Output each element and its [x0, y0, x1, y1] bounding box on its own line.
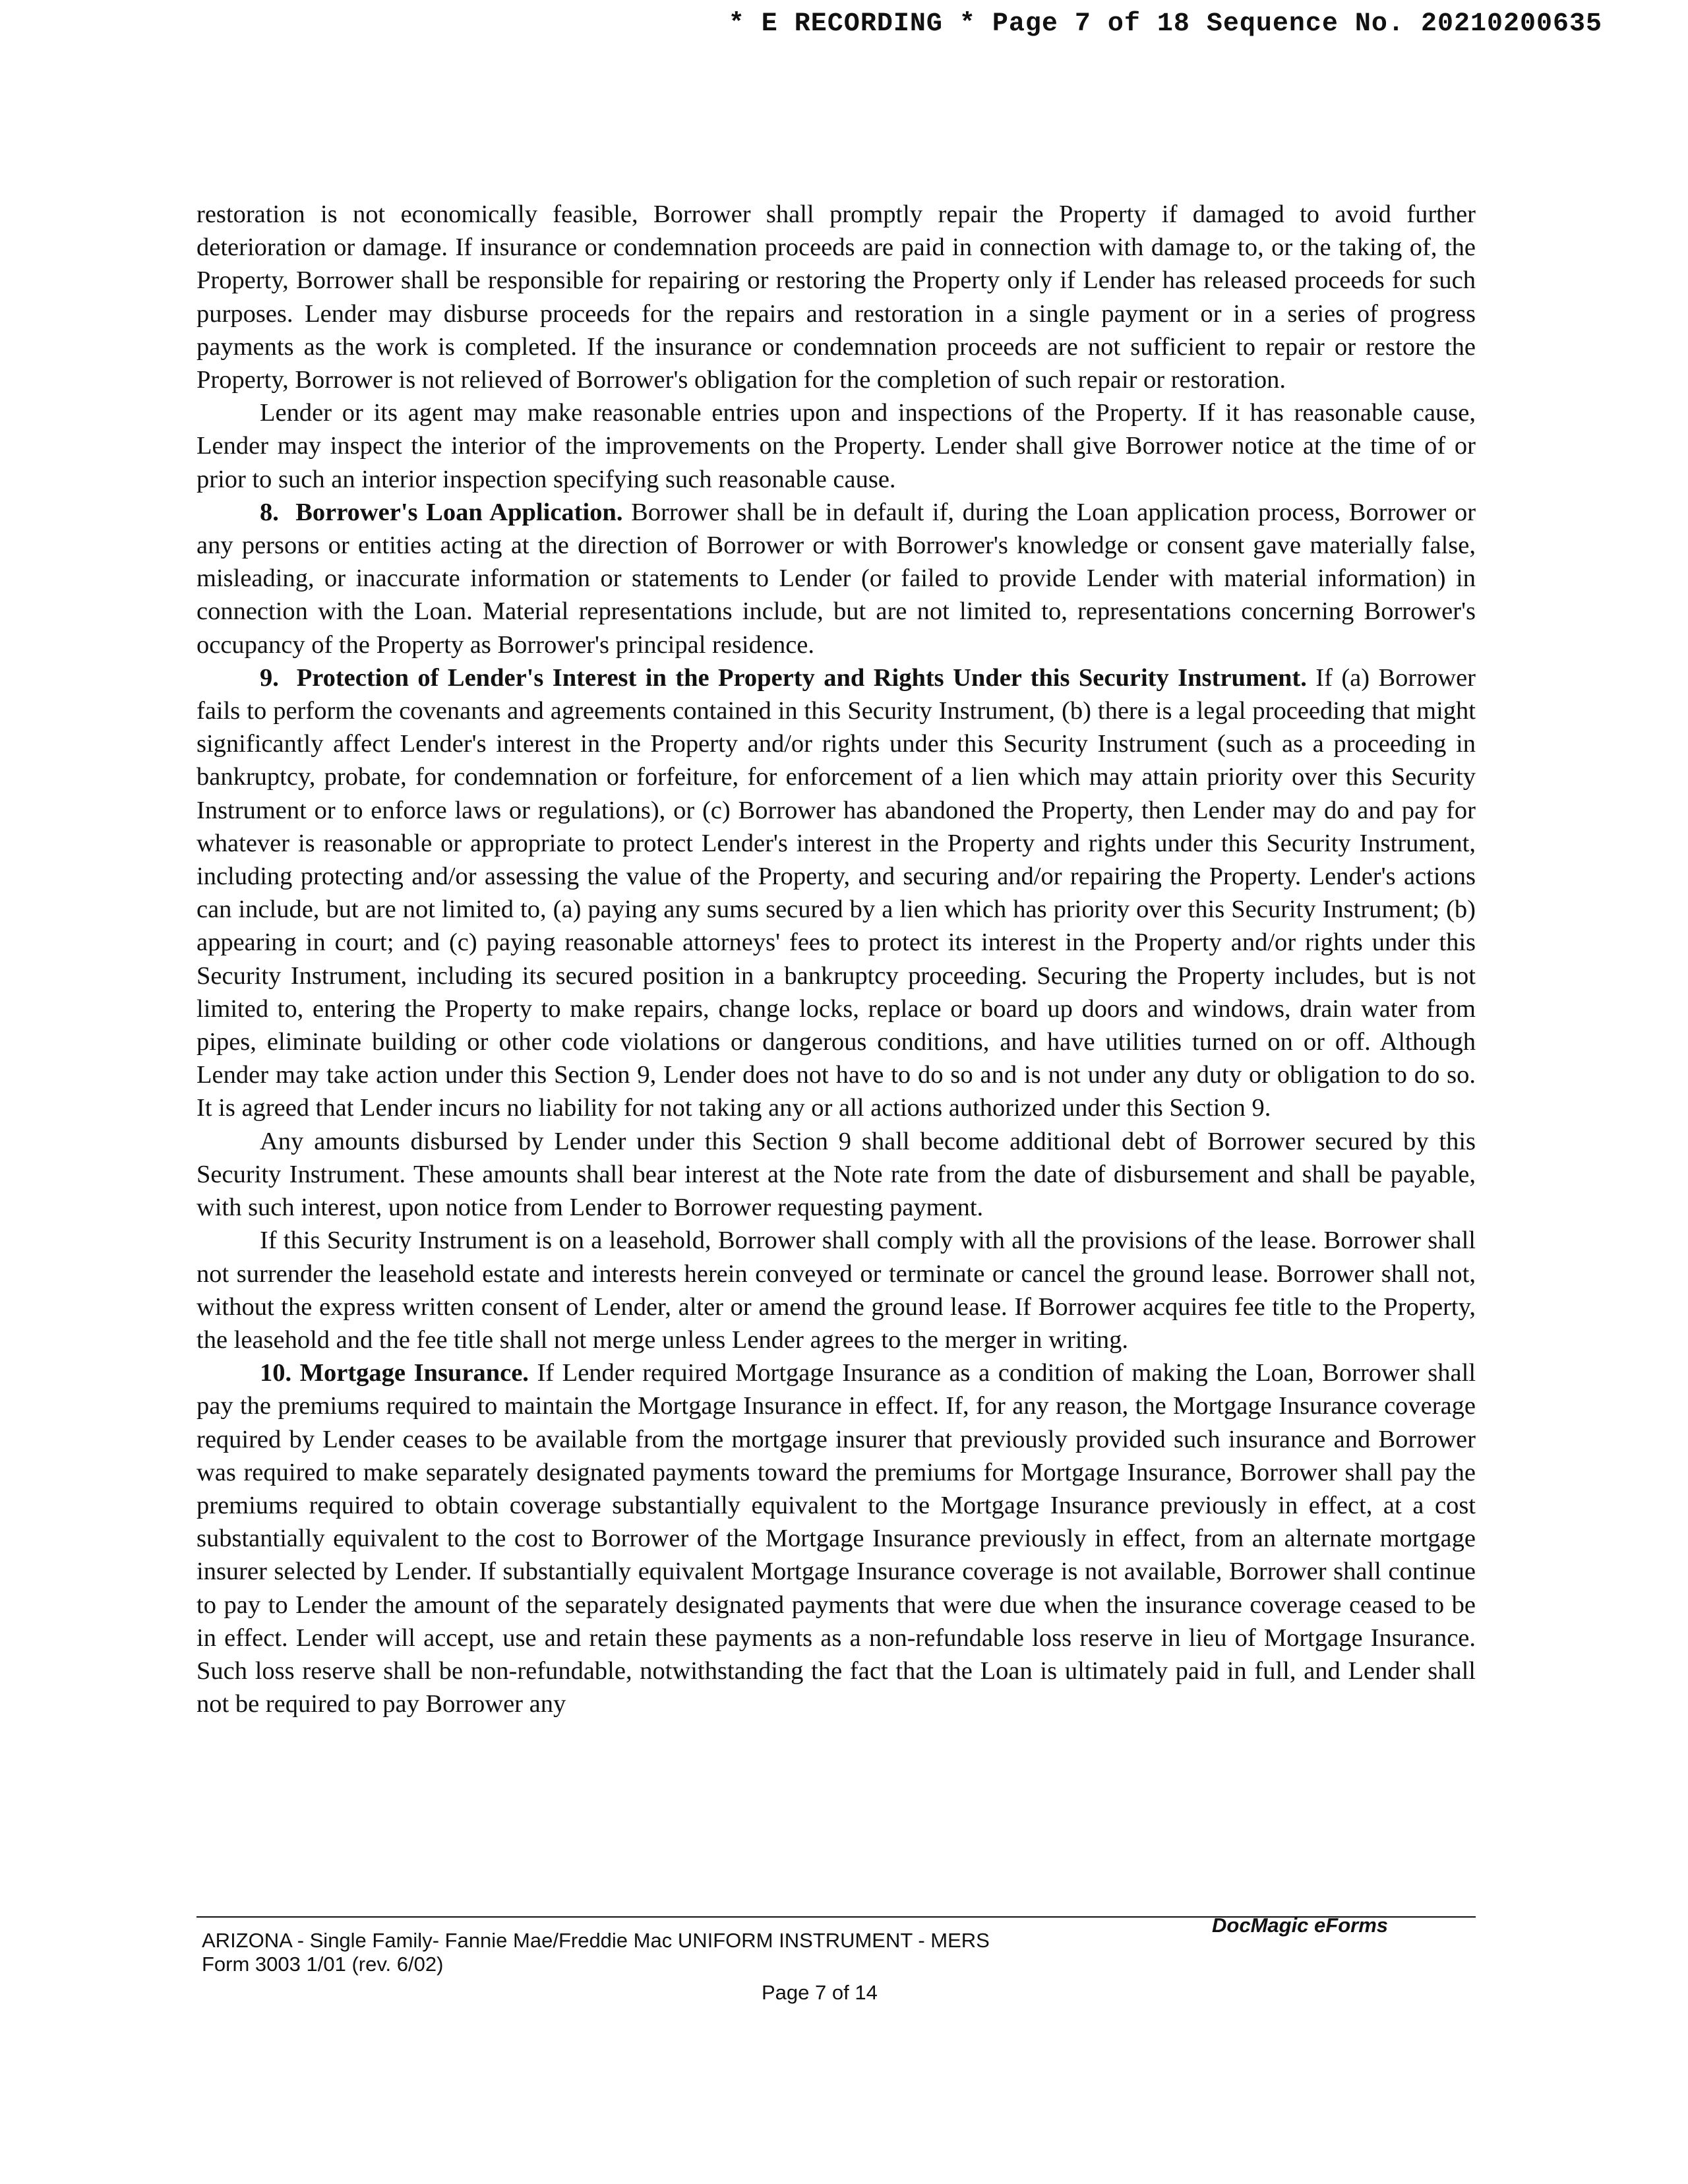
section-10-title: Mortgage Insurance. [299, 1359, 529, 1387]
section-9-number: 9. [260, 663, 279, 692]
section-9 [196, 661, 1476, 1125]
section-8-number: 8. [260, 498, 279, 526]
document-body [196, 198, 1476, 1720]
section-8 [196, 496, 1476, 661]
section-9-text: If (a) Borrower fails to perform the covenants and agreements contained in this Security Instrument, (b) there is a legal proceeding that might significantly affect Lender's interest in the Property and/or rights under this Security Instrument (such as a proceeding in bankruptcy, probate, for condemnation or forfeiture, for enforcement of a lien which may attain priority over this Security Instrument or to enforce laws or regulations), or (c) Borrower has abandoned the Property, then Lender may do and pay for whatever is reasonable or appropriate to protect Lender's interest in the Property and rights under this Security Instrument, including protecting and/or assessing the value of the Property, and securing and/or repairing the Property. Lender's actions can include, but are not limited to, (a) paying any sums secured by a lien which has priority over this Security Instrument; (b) appearing in court; and (c) paying reasonable attorneys' fees to protect its interest in the Property and/or rights under this Security Instrument, including its secured position in a bankruptcy proceeding. Securing the Property includes, but is not limited to, entering the Property to make repairs, change locks, replace or board up doors and windows, drain water from pipes, eliminate building or other code violations or dangerous conditions, and have utilities turned on or off. Although Lender may take action under this Section 9, Lender does not have to do so and is not under any duty or obligation to do so. It is agreed that Lender incurs no liability for not taking any or all actions authorized under this Section 9. [196, 663, 1476, 1122]
footer-form-number: Form 3003 1/01 (rev. 6/02) [202, 1953, 444, 1976]
section-8-text: Borrower shall be in default if, during the Loan application process, Borrower or any persons or entities acting at the direction of Borrower or with Borrower's knowledge or consent gave materially false, misleading, or inaccurate information or statements to Lender (or failed to provide Lender with material information) in connection with the Loan. Material representations include, but are not limited to, representations concerning Borrower's occupancy of the Property as Borrower's principal residence. [196, 498, 1476, 659]
footer-page-number: Page 7 of 14 [762, 1981, 878, 2004]
section-8-title: Borrower's Loan Application. [295, 498, 623, 526]
footer-form-info [202, 1929, 990, 1976]
section-10-text: If Lender required Mortgage Insurance as a condition of making the Loan, Borrower shall pay the premiums required to maintain the Mortgage Insurance in effect. If, for any reason, the Mortgage Insurance coverage required by Lender ceases to be available from the mortgage insurer that previously provided such insurance and Borrower was required to make separately designated payments toward the premiums for Mortgage Insurance, Borrower shall pay the premiums required to obtain coverage substantially equivalent to the Mortgage Insurance previously in effect, at a cost substantially equivalent to the cost to Borrower of the Mortgage Insurance previously in effect, from an alternate mortgage insurer selected by Lender. If substantially equivalent Mortgage Insurance coverage is not available, Borrower shall continue to pay to Lender the amount of the separately designated payments that were due when the insurance coverage ceased to be in effect. Lender will accept, use and retain these payments as a non-refundable loss reserve in lieu of Mortgage Insurance. Such loss reserve shall be non-refundable, notwithstanding the fact that the Loan is ultimately paid in full, and Lender shall not be required to pay Borrower any [196, 1359, 1476, 1718]
section-9-title: Protection of Lender's Interest in the Property and Rights Under this Security Instrument. [296, 663, 1307, 692]
footer-form-title: ARIZONA - Single Family- Fannie Mae/Freddie Mac UNIFORM INSTRUMENT - MERS [202, 1929, 990, 1952]
section-10-number: 10. [260, 1359, 292, 1387]
paragraph-amounts-disbursed: Any amounts disbursed by Lender under this Section 9 shall become additional debt of Borrower secured by this Security Instrument. These amounts shall bear interest at the Note rate from the date of disbursement and shall be payable, with such interest, upon notice from Lender to Borrower requesting payment. [196, 1127, 1476, 1222]
recording-header: * E RECORDING * Page 7 of 18 Sequence No. 20210200635 [728, 9, 1602, 39]
footer-brand-logo: DocMagic eForms [1212, 1914, 1389, 1937]
paragraph-leasehold: If this Security Instrument is on a leasehold, Borrower shall comply with all the provisions of the lease. Borrower shall not surrender the leasehold estate and interests herein conveyed or terminate or cancel the ground lease. Borrower shall not, without the express written consent of Lender, alter or amend the ground lease. If Borrower acquires fee title to the Property, the leasehold and the fee title shall not merge unless Lender agrees to the merger in writing. [196, 1227, 1476, 1354]
paragraph-continuation: restoration is not economically feasible, Borrower shall promptly repair the Property if damaged to avoid further deterioration or damage. If insurance or condemnation proceeds are paid in connection with damage to, or the taking of, the Property, Borrower shall be responsible for repairing or restoring the Property only if Lender has released proceeds for such purposes. Lender may disburse proceeds for the repairs and restoration in a single payment or in a series of progress payments as the work is completed. If the insurance or condemnation proceeds are not sufficient to repair or restore the Property, Borrower is not relieved of Borrower's obligation for the completion of such repair or restoration. [196, 200, 1476, 394]
section-10 [196, 1356, 1476, 1720]
paragraph-inspection: Lender or its agent may make reasonable entries upon and inspections of the Property. If it has reasonable cause, Lender may inspect the interior of the improvements on the Property. Lender shall give Borrower notice at the time of or prior to such an interior inspection specifying such reasonable cause. [196, 399, 1476, 493]
